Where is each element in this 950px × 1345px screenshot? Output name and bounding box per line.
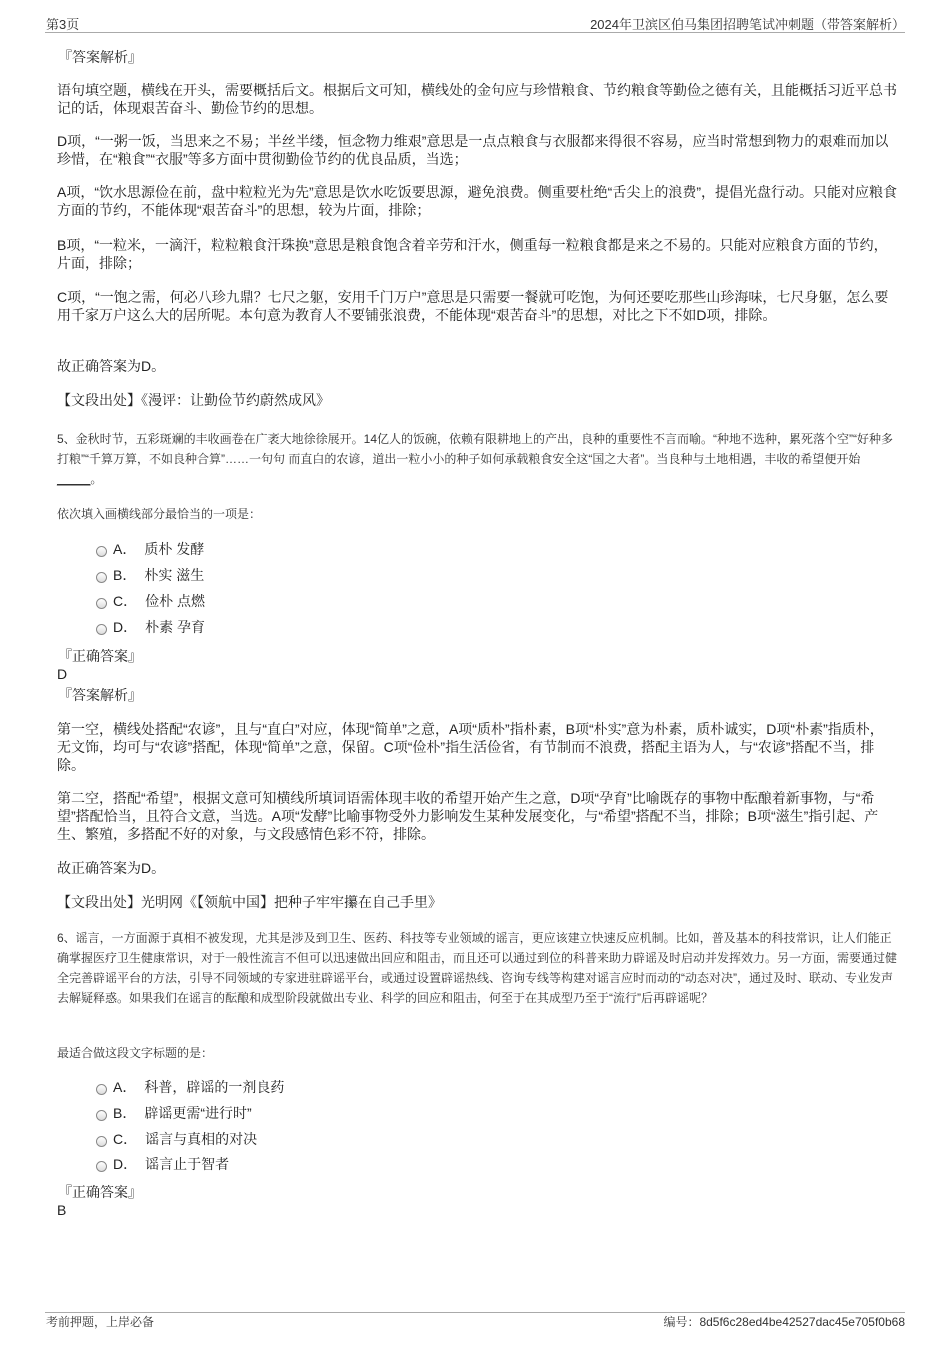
option-c[interactable]: C． 俭朴 点燃: [96, 592, 205, 610]
radio-icon[interactable]: [96, 1110, 107, 1121]
option-d[interactable]: D． 朴素 孕育: [96, 618, 205, 636]
correct-answer-statement: 故正确答案为D。: [57, 358, 166, 374]
source-citation: 【文段出处】光明网《【领航中国】把种子牢牢攥在自己手里》: [57, 894, 442, 910]
document-title: 2024年卫滨区伯马集团招聘笔试冲刺题（带答案解析）: [590, 17, 905, 32]
option-a[interactable]: A． 科普，辟谣的一剂良药: [96, 1078, 284, 1096]
correct-answer: B: [57, 1202, 67, 1218]
radio-icon[interactable]: [96, 1136, 107, 1147]
analysis-label: 『答案解析』: [58, 49, 142, 65]
analysis-paragraph: A项，“饮水思源俭在前，盘中粒粒光为先”意思是饮水吃饭要思源，避免浪费。侧重要杜绝“舌尖上的浪费”，提倡光盘行动。只能对应粮食方面的节约，不能体现“艰苦奋斗”的思想，较为片面，排除；: [57, 184, 897, 218]
analysis-label: 『答案解析』: [58, 687, 142, 703]
question-prompt: 依次填入画横线部分最恰当的一项是：: [57, 507, 262, 521]
fill-blank: _____: [57, 472, 91, 486]
option-a[interactable]: A． 质朴 发酵: [96, 540, 204, 558]
radio-icon[interactable]: [96, 1161, 107, 1172]
footer-slogan: 考前押题，上岸必备: [46, 1315, 155, 1329]
option-c[interactable]: C． 谣言与真相的对决: [96, 1130, 257, 1148]
option-d[interactable]: D． 谣言止于智者: [96, 1155, 229, 1173]
correct-answer-statement: 故正确答案为D。: [57, 860, 166, 876]
question-prompt: 最适合做这段文字标题的是：: [57, 1046, 214, 1060]
radio-icon[interactable]: [96, 546, 107, 557]
page-number: 第3页: [46, 17, 80, 32]
radio-icon[interactable]: [96, 598, 107, 609]
radio-icon[interactable]: [96, 572, 107, 583]
document-id: 编号：8d5f6c28ed4be42527dac45e705f0b68: [663, 1315, 905, 1329]
option-b[interactable]: B． 朴实 滋生: [96, 566, 204, 584]
analysis-paragraph: B项，“一粒米，一滴汗，粒粒粮食汗珠换”意思是粮食饱含着辛劳和汗水，侧重每一粒粮食都是来之不易的。只能对应粮食方面的节约，片面，排除；: [57, 237, 888, 271]
correct-answer-label: 『正确答案』: [58, 648, 142, 664]
analysis-paragraph: C项，“一饱之需，何必八珍九鼎？七尺之躯，安用千门万户”意思是只需要一餐就可吃饱，为何还要吃那些山珍海味，七尺身躯，怎么要用千家万户这么大的居所呢。本句意为教育人不要铺张浪费，不能体现“艰苦奋斗”的思想，对比之下不如D项，排除。: [57, 289, 889, 323]
analysis-paragraph: 第二空，搭配“希望”，根据文意可知横线所填词语需体现丰收的希望开始产生之意，D项“孕育”比喻既存的事物中酝酿着新事物，与“希望”搭配恰当，且符合文意，当选。A项“发酵”比喻事物受外力影响发生某种发展变化，与“希望”搭配不当，排除；B项“滋生”指引起、产生、繁殖，多搭配不好的对象，与文段感情色彩不符，排除。: [57, 790, 879, 842]
correct-answer-label: 『正确答案』: [58, 1184, 142, 1200]
source-citation: 【文段出处】《漫评：让勤俭节约蔚然成风》: [57, 392, 330, 408]
analysis-paragraph: 第一空，横线处搭配“农谚”，且与“直白”对应，体现“简单”之意，A项“质朴”指朴素，B项“朴实”意为朴素，质朴诚实，D项“朴素”指质朴，无文饰，均可与“农谚”搭配，体现“简单”之意，保留。C项“俭朴”指生活俭省，有节制而不浪费，搭配主语为人，与“农谚”搭配不当，排除。: [57, 721, 884, 773]
analysis-paragraph: 语句填空题，横线在开头，需要概括后文。根据后文可知，横线处的金句应与珍惜粮食、节约粮食等勤俭之德有关，且能概括习近平总书记的话，体现艰苦奋斗、勤俭节约的思想。: [57, 82, 897, 116]
radio-icon[interactable]: [96, 624, 107, 635]
option-b[interactable]: B． 辟谣更需“进行时”: [96, 1104, 252, 1122]
analysis-paragraph: D项，“一粥一饭，当思来之不易；半丝半缕，恒念物力维艰”意思是一点点粮食与衣服都来得很不容易，应当时常想到物力的艰难而加以珍惜，在“粮食”“衣服”等多方面中贯彻勤俭节约的优良品质，当选；: [57, 133, 889, 167]
header-divider: [45, 32, 905, 33]
question-5-stem: 5、金秋时节，五彩斑斓的丰收画卷在广袤大地徐徐展开。14亿人的饭碗，依赖有限耕地上的产出，良种的重要性不言而喻。“种地不选种，累死落个空”“好种多打粮”“千算万算，不如良种合算”……一句句 而直白的农谚，道出一粒小小的种子如何承载粮食安全这“国之大者”。当良种与土地相遇，丰收的希望便开始_____。: [57, 432, 894, 486]
radio-icon[interactable]: [96, 1084, 107, 1095]
question-6-stem: 6、谣言，一方面源于真相不被发现，尤其是涉及到卫生、医药、科技等专业领域的谣言，更应该建立快速反应机制。比如，普及基本的科技常识，让人们能正确掌握医疗卫生健康常识，对于一般性流言不但可以迅速做出回应和阻击，而且还可以通过到位的科普来助力辟谣及时启动并发挥效力。另一方面，需要通过健全完善辟谣平台的方法，引导不同领域的专家进驻辟谣平台，或通过设置辟谣热线、咨询专线等构建对谣言应时而动的“动态对决”，通过及时、联动、专业发声去解疑释惑。如果我们在谣言的酝酿和成型阶段就做出专业、科学的回应和阻击，何至于在其成型乃至于“流行”后再辟谣呢？: [57, 931, 898, 1005]
correct-answer: D: [57, 666, 68, 682]
